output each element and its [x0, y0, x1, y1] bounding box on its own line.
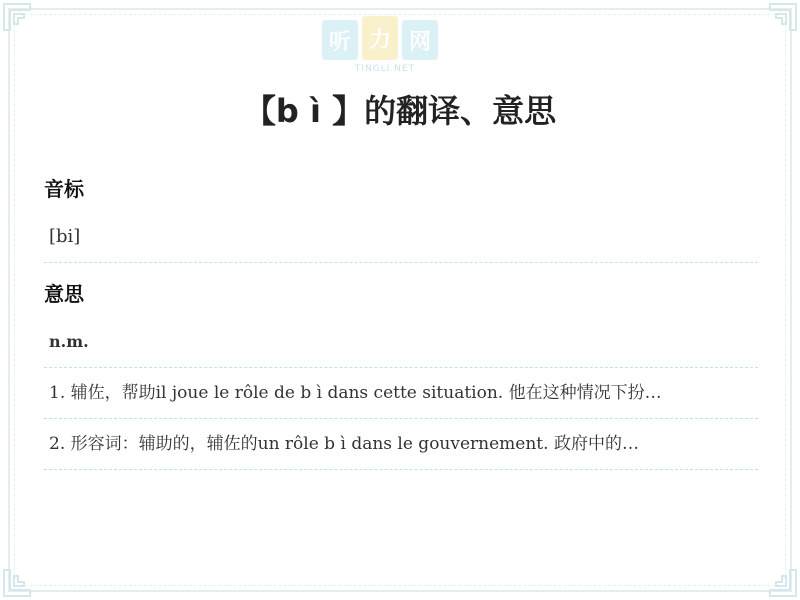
- phonetic-heading: 音标: [44, 177, 84, 201]
- logo-glyph: 听: [322, 20, 358, 60]
- logo-glyph: 网: [402, 20, 438, 60]
- definition-item: 1. 辅佐，帮助il joue le rôle de b ì dans cette situation. 他在这种情况下扮…: [44, 368, 758, 419]
- corner-ornament-icon: [758, 558, 800, 600]
- logo-glyph: 力: [362, 16, 398, 60]
- page-title: 【b ì 】的翻译、意思: [243, 92, 557, 130]
- meaning-heading: 意思: [44, 282, 84, 306]
- corner-ornament-icon: [0, 558, 42, 600]
- corner-ornament-icon: [758, 0, 800, 42]
- part-of-speech: n.m.: [44, 317, 758, 368]
- definition-item: 2. 形容词：辅助的，辅佐的un rôle b ì dans le gouvernement. 政府中的…: [44, 419, 758, 470]
- phonetic-value: [bi]: [44, 212, 758, 263]
- watermark-logo: [322, 14, 448, 80]
- corner-ornament-icon: [0, 0, 42, 42]
- logo-subtext: TINGLI.NET: [354, 64, 416, 74]
- entry-content: [44, 172, 758, 470]
